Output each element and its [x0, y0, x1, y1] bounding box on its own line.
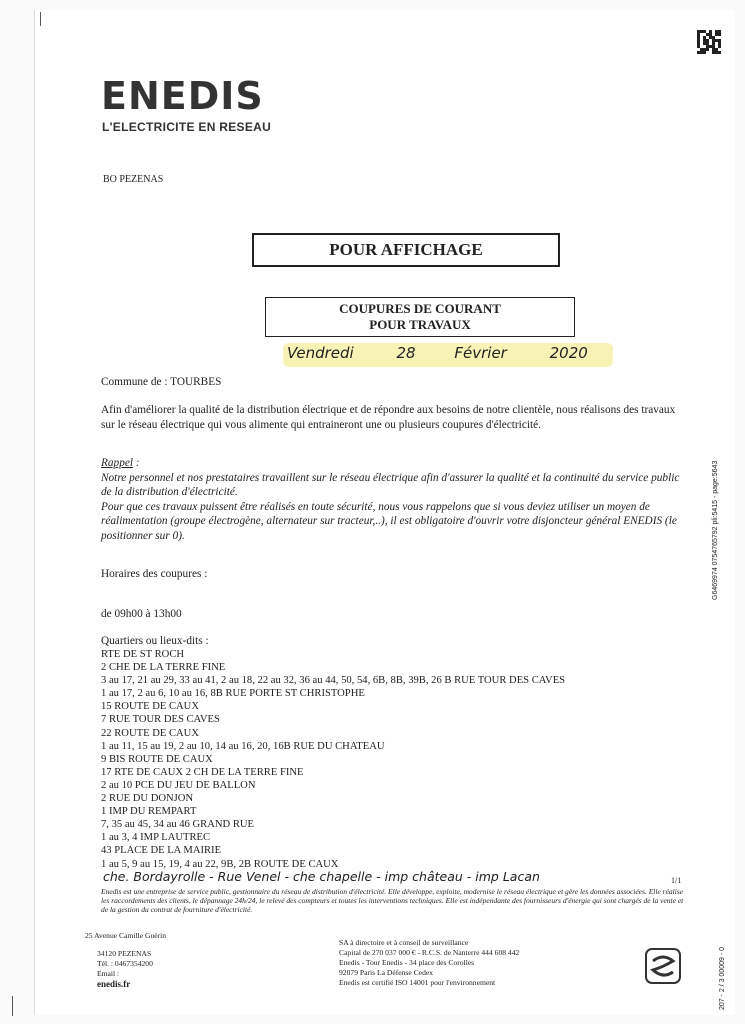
notice-subtitle-2: POUR TRAVAUX: [369, 317, 471, 332]
corporate-block: [339, 938, 599, 988]
office-name: BO PEZENAS: [103, 174, 164, 185]
intro-paragraph: Afin d'améliorer la qualité de la distribution électrique et de répondre aux besoins de notre clientèle, nous réalisons des travaux sur le réseau électrique qui vous alimente qui entraineront une ou plusieurs coupures d'électricité.: [101, 404, 676, 431]
horaires-value: de 09h00 à 13h00: [101, 608, 182, 620]
corporate-line-3: Enedis - Tour Enedis - 34 place des Corolles: [339, 958, 475, 967]
scan-corner-mark: [40, 12, 41, 26]
page-number: 1/1: [671, 876, 682, 885]
legal-text: Enedis est une entreprise de service public, gestionnaire du réseau de distribution d'électricité. Elle développe, exploite, modernise le réseau électrique et gère les données associées. Elle réalise les raccordements des clients, le dépannage 24h/24, le relevé des compteurs et toutes les interventions techniques. Elle est indépendante des fournisseurs d'énergie qui sont chargés de la vente et de la gestion du contrat de fourniture d'électricité.: [101, 887, 684, 914]
handwritten-streets: che. Bordayrolle - Rue Venel - che chapelle - imp château - imp Lacan: [103, 869, 540, 884]
address-city: 34120 PEZENAS: [97, 949, 152, 958]
notice-subtitle-1: COUPURES DE COURANT: [339, 301, 501, 316]
handwritten-date: [287, 344, 617, 362]
quartier-item: 22 ROUTE DE CAUX: [101, 727, 199, 739]
document-page: [34, 10, 735, 1015]
corporate-line-5: Enedis est certifié ISO 14001 pour l'environnement: [339, 978, 496, 987]
quartier-item: 1 au 5, 9 au 15, 19, 4 au 22, 9B, 2B ROUTE DE CAUX: [101, 858, 339, 870]
quartiers-label: Quartiers ou lieux-dits :: [101, 635, 209, 647]
side-code-2: 207 - 2 / 3 00009 - 0: [719, 946, 726, 1010]
quartier-item: 7, 35 au 45, 34 au 46 GRAND RUE: [101, 819, 255, 831]
rappel-heading: Rappel: [101, 457, 133, 469]
quartier-item: 2 au 10 PCE DU JEU DE BALLON: [101, 779, 256, 791]
quartier-item: 3 au 17, 21 au 29, 33 au 41, 2 au 18, 22 au 32, 36 au 44, 50, 54, 6B, 8B, 39B, 26 B RUE TOUR DES CAVES: [101, 675, 566, 687]
quartiers-list: [101, 648, 701, 871]
quartier-item: RTE DE ST ROCH: [101, 649, 185, 660]
address-block: [85, 931, 285, 989]
enedis-mark-icon: [645, 948, 681, 984]
notice-title-box: [252, 233, 560, 267]
corporate-line-2: Capital de 270 037 000 € - R.C.S. de Nanterre 444 608 442: [339, 948, 520, 957]
date-day: Vendredi: [287, 344, 354, 362]
address-email: Email :: [97, 969, 120, 978]
quartier-item: 1 IMP DU REMPART: [101, 806, 197, 818]
address-tel: Tél. : 0467354200: [97, 959, 153, 968]
qr-code: [697, 30, 721, 54]
rappel-section: [101, 456, 689, 543]
scan-edge-mark: [12, 996, 13, 1016]
logo-tagline: L'ELECTRICITE EN RESEAU: [102, 120, 272, 134]
quartier-item: 15 ROUTE DE CAUX: [101, 701, 199, 713]
rappel-line-1: Notre personnel et nos prestataires travaillent sur le réseau électrique afin d'assurer la qualité et la continuité du service public de la distribution d'électricité.: [101, 471, 680, 498]
quartier-item: 1 au 17, 2 au 6, 10 au 16, 8B RUE PORTE ST CHRISTOPHE: [101, 688, 365, 700]
quartier-item: 2 RUE DU DONJON: [101, 793, 194, 805]
side-code-1: G6469974 0754765792 pli:5415 - page:5643: [712, 460, 719, 600]
date-num: 28: [396, 344, 416, 362]
horaires-label: Horaires des coupures :: [101, 568, 208, 580]
enedis-logo: ENEDIS: [101, 74, 264, 118]
corporate-line-1: SA à directoire et à conseil de surveillance: [339, 938, 469, 947]
quartier-item: 1 au 11, 15 au 19, 2 au 10, 14 au 16, 20, 16B RUE DU CHATEAU: [101, 740, 385, 752]
commune: Commune de : TOURBES: [101, 376, 222, 388]
corporate-line-4: 92079 Paris La Défense Cedex: [339, 968, 434, 977]
quartier-item: 2 CHE DE LA TERRE FINE: [101, 662, 226, 674]
quartier-item: 17 RTE DE CAUX 2 CH DE LA TERRE FINE: [101, 766, 304, 778]
rappel-colon: :: [133, 457, 140, 469]
address-web: enedis.fr: [97, 979, 131, 989]
quartier-item: 1 au 3, 4 IMP LAUTREC: [101, 832, 211, 844]
notice-subtitle-box: [265, 297, 575, 337]
date-year: 2020: [549, 344, 588, 362]
quartier-item: 43 PLACE DE LA MAIRIE: [101, 845, 222, 857]
address-street: 25 Avenue Camille Guérin: [85, 931, 167, 940]
quartier-item: 7 RUE TOUR DES CAVES: [101, 714, 220, 726]
quartier-item: 9 BIS ROUTE DE CAUX: [101, 753, 213, 765]
notice-title: POUR AFFICHAGE: [329, 240, 483, 259]
rappel-line-2: Pour que ces travaux puissent être réalisés en toute sécurité, nous vous rappelons que si vous deviez utiliser un moyen de réalimentation (groupe électrogène, alternateur sur tracteur,..), il est obligatoire d'ouvrir votre disjoncteur général ENEDIS (le positionner sur 0).: [101, 500, 677, 542]
date-month: Février: [454, 344, 507, 362]
